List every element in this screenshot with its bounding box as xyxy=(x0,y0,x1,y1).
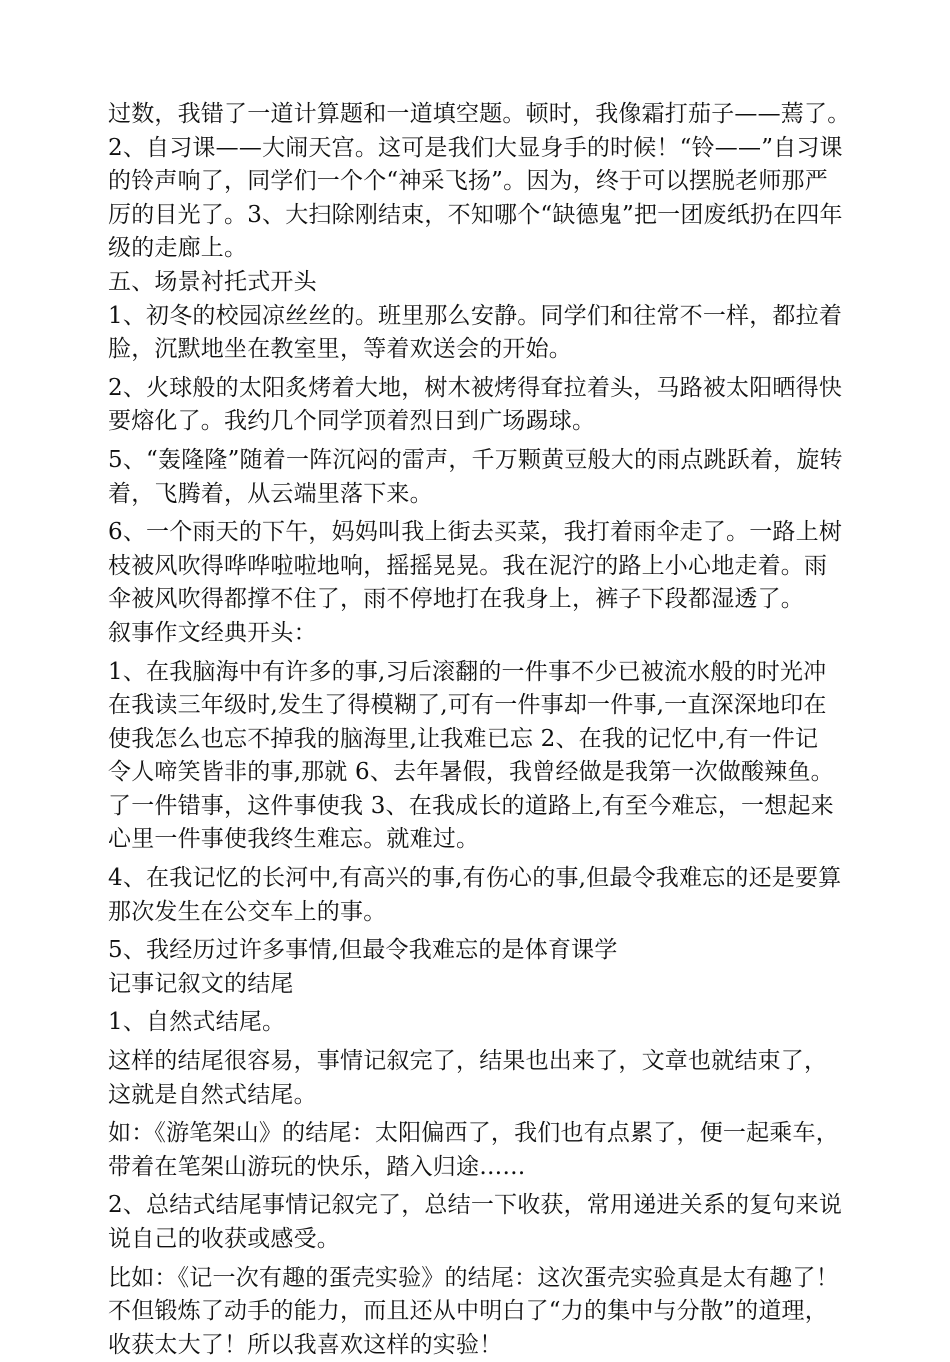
text-line: 带着在笔架山游玩的快乐，踏入归途…… xyxy=(108,1153,526,1180)
text-line: 过数，我错了一道计算题和一道填空题。顿时，我像霜打茄子——蔫了。 xyxy=(108,101,851,127)
text-line: 2、火球般的太阳炙烤着大地，树木被烤得耷拉着头，马路被太阳晒得快 xyxy=(108,374,843,401)
text-line: 在我读三年级时,发生了得模糊了,可有一件事却一件事,一直深深地印在 xyxy=(108,692,827,719)
text-line: 脸，沉默地坐在教室里，等着欢送会的开始。 xyxy=(108,336,572,363)
text-line: 枝被风吹得哗哗啦啦地响，摇摇晃晃。我在泥泞的路上小心地走着。雨 xyxy=(108,552,828,579)
text-line: 使我怎么也忘不掉我的脑海里,让我难已忘 2、在我的记忆中,有一件记 xyxy=(108,725,819,752)
document-body xyxy=(108,98,850,1362)
text-line: 这样的结尾很容易，事情记叙完了，结果也出来了，文章也就结束了， xyxy=(108,1048,828,1075)
text-line: 4、在我记忆的长河中,有高兴的事,有伤心的事,但最令我难忘的还是要算 xyxy=(108,865,842,892)
text-line: 厉的目光了。3、大扫除刚结束，不知哪个“缺德鬼”把一团废纸扔在四年 xyxy=(108,201,843,228)
text-line: 着，飞腾着，从云端里落下来。 xyxy=(108,480,433,507)
text-line: 了一件错事，这件事使我 3、在我成长的道路上,有至今难忘，一想起来 xyxy=(108,792,834,819)
text-line: 1、初冬的校园凉丝丝的。班里那么安静。同学们和往常不一样，都拉着 xyxy=(108,302,843,329)
text-line: 说自己的收获或感受。 xyxy=(108,1226,340,1252)
text-line: 心里一件事使我终生难忘。就难过。 xyxy=(108,826,480,853)
text-line: 2、自习课——大闹天宫。这可是我们大显身手的时候！“铃——”自习课 xyxy=(108,134,843,161)
text-line: 那次发生在公交车上的事。 xyxy=(108,898,387,925)
section-heading: 记事记叙文的结尾 xyxy=(108,970,294,997)
text-line: 的铃声响了，同学们一个个“神采飞扬”。因为，终于可以摆脱老师那严 xyxy=(108,168,828,195)
text-line: 5、我经历过许多事情,但最令我难忘的是体育课学 xyxy=(108,937,618,964)
text-line: 这就是自然式结尾。 xyxy=(108,1081,317,1108)
text-line: 1、自然式结尾。 xyxy=(108,1009,286,1036)
text-line: 要熔化了。我约几个同学顶着烈日到广场踢球。 xyxy=(108,408,596,435)
text-line: 5、“轰隆隆”随着一阵沉闷的雷声，千万颗黄豆般大的雨点跳跃着，旋转 xyxy=(108,446,843,473)
text-line: 2、总结式结尾事情记叙完了，总结一下收获，常用递进关系的复句来说 xyxy=(108,1192,843,1219)
text-line: 收获太大了！所以我喜欢这样的实验！ xyxy=(108,1331,503,1358)
section-heading: 五、场景衬托式开头 xyxy=(108,268,317,295)
text-line: 伞被风吹得都撑不住了，雨不停地打在我身上，裤子下段都湿透了。 xyxy=(108,586,804,613)
text-line: 6、一个雨天的下午，妈妈叫我上街去买菜，我打着雨伞走了。一路上树 xyxy=(108,519,843,546)
text-line: 如：《游笔架山》的结尾：太阳偏西了，我们也有点累了，便一起乘车， xyxy=(108,1120,839,1147)
text-line: 令人啼笑皆非的事,那就 6、去年暑假，我曾经做是我第一次做酸辣鱼。 xyxy=(108,759,834,786)
section-heading: 叙事作文经典开头： xyxy=(108,619,317,646)
text-line: 级的走廊上。 xyxy=(108,235,248,262)
text-line: 比如：《记一次有趣的蛋壳实验》的结尾：这次蛋壳实验真是太有趣了！ xyxy=(108,1264,839,1291)
text-line: 不但锻炼了动手的能力，而且还从中明白了“力的集中与分散”的道理， xyxy=(108,1298,828,1325)
text-line: 1、在我脑海中有许多的事,习后滚翻的一件事不少已被流水般的时光冲 xyxy=(108,658,827,685)
